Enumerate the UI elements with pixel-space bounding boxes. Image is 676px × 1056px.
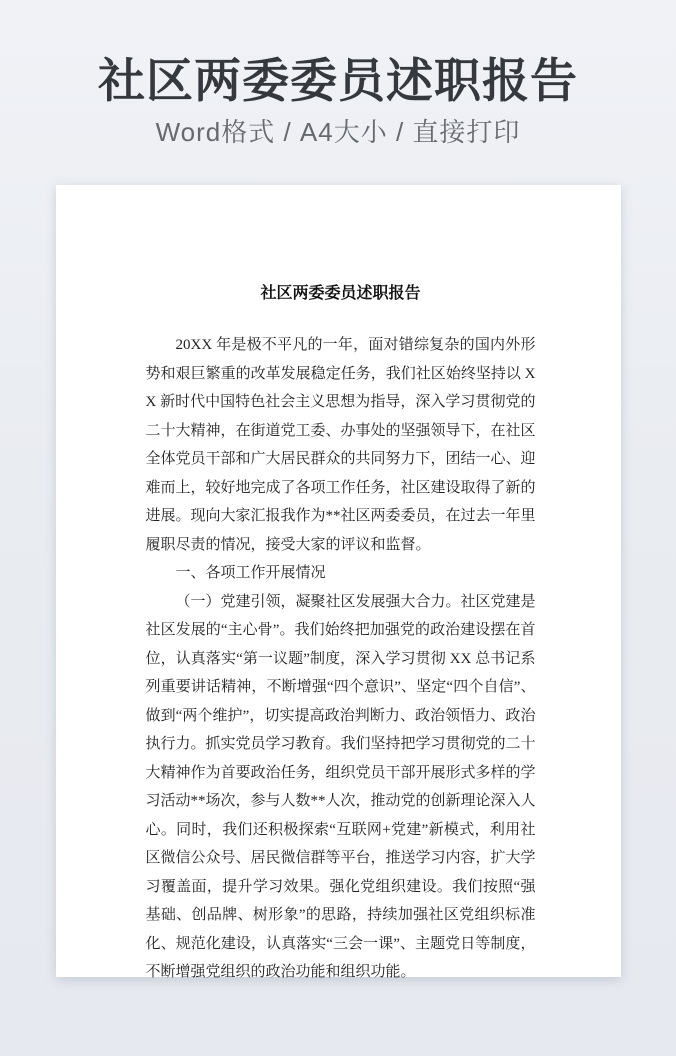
document-paragraph-section-one: （一）党建引领，凝聚社区发展强大合力。社区党建是社区发展的“主心骨”。我们始终把加强党的政治建设摆在首位，认真落实“第一议题”制度，深入学习贯彻 XX 总书记系列重要讲话精神，不断增强“四个意识”、坚定“四个自信”、做到“两个维护”，切实提高政治判断力、政治领悟力、政治执行力。抓实党员学习教育。我们坚持把学习贯彻党的二十大精神作为首要政治任务，组织党员干部开展形式多样的学习活动**场次，参与人数**人次，推动党的创新理论深入人心。同时，我们还积极探索“互联网+党建”新模式，利用社区微信公众号、居民微信群等平台，推送学习内容，扩大学习覆盖面，提升学习效果。强化党组织建设。我们按照“强基础、创品牌、树形象”的思路，持续加强社区党组织标准化、规范化建设，认真落实“三会一课”、主题党日等制度，不断增强党组织的政治功能和组织功能。: [145, 593, 536, 980]
header: [0, 0, 676, 148]
document-paragraph-intro: 20XX 年是极不平凡的一年，面对错综复杂的国内外形势和艰巨繁重的改革发展稳定任务，我们社区始终坚持以 XX 新时代中国特色社会主义思想为指导，深入学习贯彻党的二十大精神，在街道党工委、办事处的坚强领导下，在社区全体党员干部和广大居民群众的共同努力下，团结一心、迎难而上，较好地完成了各项工作任务，社区建设取得了新的进展。现向大家汇报我作为**社区两委委员，在过去一年里履职尽责的情况，接受大家的评议和监督。: [145, 337, 536, 553]
page-subtitle: Word格式 / A4大小 / 直接打印: [155, 117, 521, 147]
document-body: [146, 331, 536, 987]
page-title: 社区两委委员述职报告: [98, 54, 578, 107]
document-title: 社区两委委员述职报告: [260, 285, 421, 302]
document-section-heading: 一、各项工作开展情况: [175, 565, 326, 581]
document-preview-page: [56, 185, 621, 980]
